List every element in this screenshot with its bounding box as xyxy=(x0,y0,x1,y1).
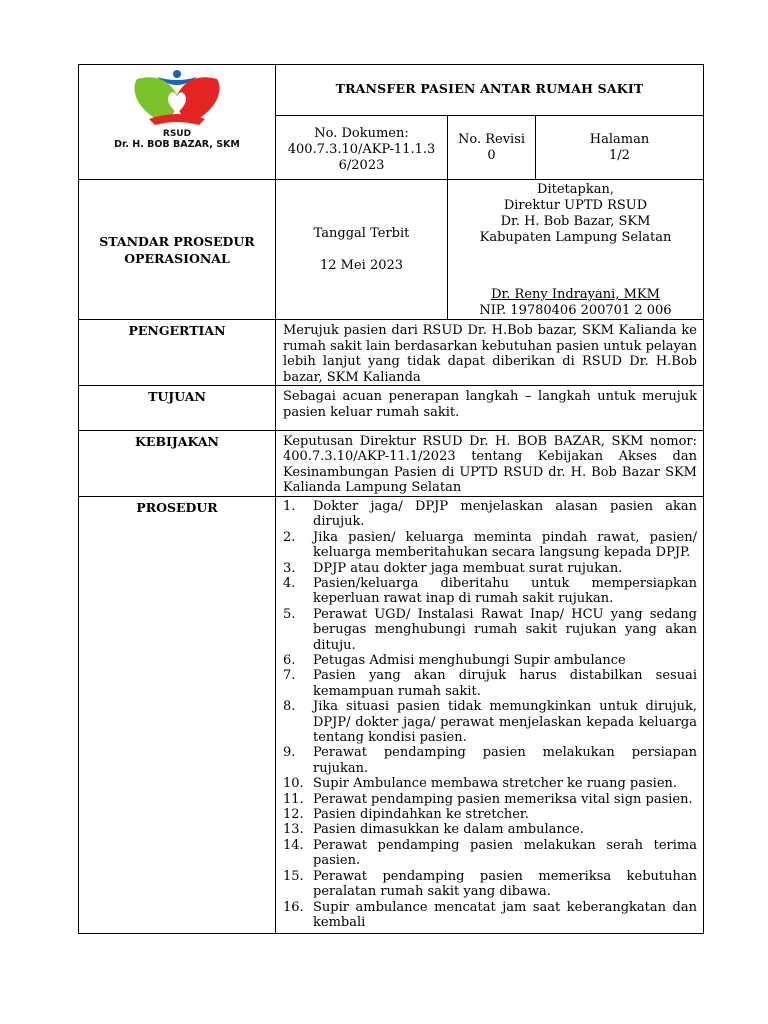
procedure-step-number: 7. xyxy=(283,668,296,684)
procedure-step-text: Perawat pendamping pasien memeriksa vital sign pasien. xyxy=(313,791,693,807)
procedure-step xyxy=(279,745,697,776)
signer-name: Dr. Reny Indrayani, MKM xyxy=(491,287,660,302)
logo-text-rsud: RSUD xyxy=(162,129,192,139)
procedure-step-number: 10. xyxy=(283,776,304,792)
procedure-step-text: Supir Ambulance membawa stretcher ke ruang pasien. xyxy=(313,776,678,792)
procedure-step xyxy=(279,869,697,900)
page-label: Halaman xyxy=(589,132,650,147)
procedure-step xyxy=(279,838,697,869)
procedure-step-number: 4. xyxy=(283,575,296,591)
pengertian-text: Merujuk pasien dari RSUD Dr. H.Bob bazar, SKM Kalianda ke rumah sakit lain berdasarkan kebutuhan pasien untuk pelayan lebih lanjut yang tidak dapat diberikan di RSUD Dr. H.Bob bazar, SKM Kalianda xyxy=(276,320,704,386)
procedure-step xyxy=(279,900,697,931)
issue-date-value: 12 Mei 2023 xyxy=(319,257,404,273)
tujuan-label: TUJUAN xyxy=(79,386,276,430)
procedure-step-text: Perawat pendamping pasien melakukan persiapan rujukan. xyxy=(313,745,697,776)
page-value: 1/2 xyxy=(609,148,630,163)
procedure-step xyxy=(279,499,697,530)
procedure-step-text: Perawat pendamping pasien memeriksa kebutuhan peralatan rumah sakit yang dibawa. xyxy=(313,868,697,900)
procedure-step-number: 1. xyxy=(283,498,296,514)
kebijakan-label: KEBIJAKAN xyxy=(79,430,276,496)
prosedur-label: PROSEDUR xyxy=(79,496,276,933)
procedure-step-text: Pasien/keluarga diberitahu untuk mempersiapkan keperluan rawat inap di rumah sakit rujukan. xyxy=(313,575,697,607)
procedure-step-number: 6. xyxy=(283,653,296,668)
procedure-step xyxy=(279,668,697,699)
procedure-step-number: 3. xyxy=(283,560,296,576)
procedure-step-number: 14. xyxy=(283,837,304,853)
revision-label: No. Revisi xyxy=(457,132,526,147)
approval-cell xyxy=(448,180,704,320)
procedure-step xyxy=(279,607,697,653)
procedure-step-number: 11. xyxy=(283,791,304,807)
approval-line-3: Dr. H. Bob Bazar, SKM xyxy=(500,214,651,229)
procedure-step-text: Pasien dimasukkan ke dalam ambulance. xyxy=(313,822,584,838)
procedure-step xyxy=(279,561,697,576)
procedure-step-text: DPJP atau dokter jaga membuat surat rujukan. xyxy=(313,560,623,576)
page-cell xyxy=(536,116,704,180)
pengertian-label: PENGERTIAN xyxy=(79,320,276,386)
procedure-step-number: 12. xyxy=(283,807,304,823)
kebijakan-text: Keputusan Direktur RSUD Dr. H. BOB BAZAR, SKM nomor: 400.7.3.10/AKP-11.1/2023 tentang Kebijakan Akses dan Kesinambungan Pasien di UPTD RSUD dr. H. Bob Bazar SKM Kalianda Lampung Selatan xyxy=(276,430,704,496)
sop-type-label: STANDAR PROSEDUR OPERASIONAL xyxy=(79,180,276,320)
logo-text-hospital: Dr. H. BOB BAZAR, SKM xyxy=(114,139,240,150)
procedure-step xyxy=(279,699,697,745)
procedure-step-text: Dokter jaga/ DPJP menjelaskan alasan pasien akan dirujuk. xyxy=(313,498,697,530)
procedure-step-text: Petugas Admisi menghubungi Supir ambulance xyxy=(313,653,626,668)
procedure-step-number: 13. xyxy=(283,822,304,838)
approval-line-2: Direktur UPTD RSUD xyxy=(503,198,648,213)
logo-cell xyxy=(79,65,276,180)
approval-line-1: Ditetapkan, xyxy=(537,182,614,197)
procedure-step-number: 9. xyxy=(283,745,296,761)
document-number-value: 400.7.3.10/AKP-11.1.36/2023 xyxy=(287,142,436,173)
procedure-step xyxy=(279,530,697,561)
procedure-step xyxy=(279,792,697,807)
prosedur-content xyxy=(276,496,704,933)
procedure-step-text: Supir ambulance mencatat jam saat keberangkatan dan kembali xyxy=(313,899,697,930)
procedure-step-number: 8. xyxy=(283,699,296,715)
procedure-step xyxy=(279,576,697,607)
procedure-step xyxy=(279,822,697,837)
revision-cell xyxy=(448,116,536,180)
procedure-list xyxy=(279,499,697,930)
procedure-step-number: 5. xyxy=(283,606,296,622)
signer-nip: NIP. 19780406 200701 2 006 xyxy=(479,303,672,318)
approval-line-4: Kabupaten Lampung Selatan xyxy=(479,230,672,245)
procedure-step xyxy=(279,653,697,668)
document-number-cell xyxy=(276,116,448,180)
document-title: TRANSFER PASIEN ANTAR RUMAH SAKIT xyxy=(276,65,704,116)
procedure-step xyxy=(279,807,697,822)
procedure-step-number: 15. xyxy=(283,868,304,884)
hospital-logo-icon xyxy=(127,69,227,127)
sop-document xyxy=(78,64,703,934)
tujuan-text: Sebagai acuan penerapan langkah – langkah untuk merujuk pasien keluar rumah sakit. xyxy=(276,386,704,430)
issue-date-label: Tanggal Terbit xyxy=(313,225,410,241)
sop-table xyxy=(78,64,704,934)
procedure-step xyxy=(279,776,697,791)
document-number-label: No. Dokumen: xyxy=(314,126,409,141)
issue-date-cell xyxy=(276,180,448,320)
procedure-step-text: Jika situasi pasien tidak memungkinkan untuk dirujuk, DPJP/ dokter jaga/ perawat menjelaskan kepada keluarga tentang kondisi pasien. xyxy=(313,699,697,746)
procedure-step-number: 16. xyxy=(283,899,304,915)
procedure-step-text: Pasien yang akan dirujuk harus distabilkan sesuai kemampuan rumah sakit. xyxy=(313,668,697,699)
procedure-step-text: Perawat pendamping pasien melakukan serah terima pasien. xyxy=(313,837,697,869)
revision-value: 0 xyxy=(487,148,496,163)
procedure-step-text: Jika pasien/ keluarga meminta pindah rawat, pasien/ keluarga memberitahukan secara langsung kepada DPJP. xyxy=(313,529,697,561)
procedure-step-number: 2. xyxy=(283,529,296,545)
procedure-step-text: Perawat UGD/ Instalasi Rawat Inap/ HCU yang sedang berugas menghubungi rumah sakit rujukan yang akan dituju. xyxy=(313,606,697,653)
procedure-step-text: Pasien dipindahkan ke stretcher. xyxy=(313,807,529,823)
